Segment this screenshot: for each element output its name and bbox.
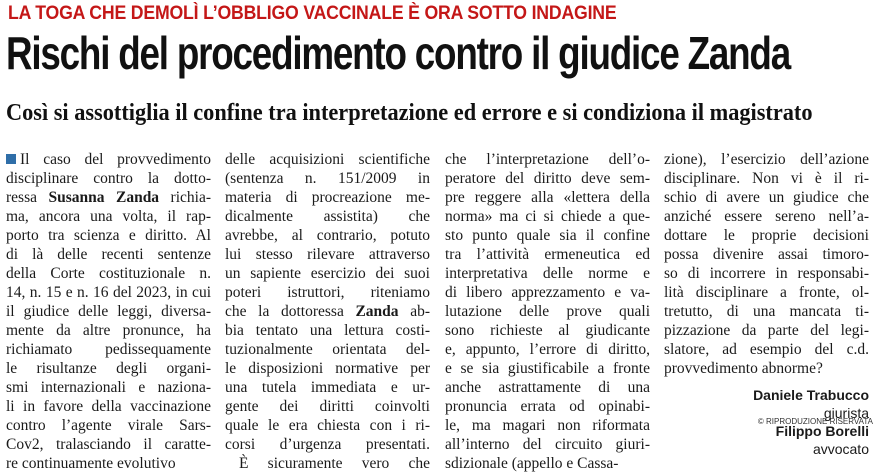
author-name: Filippo Borelli [775, 423, 869, 439]
signature-2 [776, 422, 869, 458]
text-line: È sicuramente vero che [239, 455, 430, 472]
text-line: che la dottoressa Zanda ab- [225, 303, 430, 320]
subheadline: Così si assottiglia il confine tra interpretazione ed errore e si condiziona il magistrato [6, 100, 813, 126]
text-line: quale le era chiesta con i ri- [225, 417, 430, 434]
text-line: poteri istruttori, riteniamo [225, 284, 430, 301]
text-line: norma» ma ci si chiede a que- [445, 208, 650, 225]
text-line: tretutto, di una mancata ti- [664, 303, 869, 320]
text-line: un sapiente esercizio dei suoi [225, 265, 430, 282]
text-line: gente dei diritti coinvolti [225, 398, 430, 415]
text-line: e se sia giustificabile a fronte [445, 360, 650, 377]
text-line: so di incorrere in responsabi- [664, 265, 869, 282]
text-line: lui stesso rilevare attraverso [225, 246, 430, 263]
text-line: e, appunto, l’errore di diritto, [445, 341, 650, 358]
kicker: LA TOGA CHE DEMOLÌ L’OBBLIGO VACCINALE È ORA SOTTO INDAGINE [8, 3, 617, 24]
text-line: che l’interpretazione dell’o- [445, 151, 650, 168]
text-line: disciplinare. Non vi è il ri- [664, 170, 869, 187]
article-body [6, 150, 870, 472]
text-line: pizzazione da parte del legi- [664, 322, 869, 339]
author-role: avvocato [812, 441, 869, 457]
column-2 [225, 150, 430, 473]
text-line: smi internazionali e naziona- [6, 379, 211, 396]
text-line: il giudice delle leggi, diversa- [6, 303, 211, 320]
text-line: slatore, ad esempio del c.d. [664, 341, 869, 358]
author-role: giurista [823, 405, 869, 421]
text-line: zione), l’esercizio dell’azione [664, 151, 869, 168]
text-line: 14, n. 15 e n. 16 del 2023, in cui [6, 284, 211, 301]
text-line: materia di procreazione me- [225, 189, 430, 206]
text-line: le, ma magari non riformata [445, 417, 650, 434]
text-line: tra l’attività ermeneutica ed [445, 246, 650, 263]
text-line: sdizionale (appello e Cassa- [445, 455, 619, 472]
text-line: dottare le proprie decisioni [664, 227, 869, 244]
text-line: disciplinare contro la dotto- [6, 170, 211, 187]
text-line: lità disciplinare a fronte, ol- [664, 284, 869, 301]
text-line: possa divenire assai timoro- [664, 246, 869, 263]
text-line: anche astrattamente di una [445, 379, 650, 396]
text-line: li in favore della vaccinazione [6, 398, 211, 415]
text-line: ressa Susanna Zanda richia- [6, 189, 211, 206]
text-line: peratore del diritto deve sem- [445, 170, 650, 187]
text-line: ma, ancora una volta, il rap- [6, 208, 211, 225]
text-line: le risultanze degli organi- [6, 360, 211, 377]
copyright-notice: © RIPRODUZIONE RISERVATA [757, 417, 873, 426]
text-line: sto punto quale sia il confine [445, 227, 650, 244]
text-line: le disposizioni normative per [225, 360, 430, 377]
text-line: all’interno del circuito giuri- [445, 436, 650, 453]
text-line: avrebbe, al contrario, potuto [225, 227, 430, 244]
text-line: dicalmente assistita) che [225, 208, 430, 225]
blue-square-icon [6, 154, 16, 164]
column-3 [445, 150, 650, 473]
text-line: schio di avere un giudice che [664, 189, 869, 206]
text-line: porto tra scienza e diritto. Al [6, 227, 211, 244]
text-line: interpretativa delle norme e [445, 265, 650, 282]
column-1 [6, 150, 211, 473]
author-name: Daniele Trabucco [753, 387, 869, 403]
text-line: pronuncia errata od opinabi- [445, 398, 650, 415]
text-line: contro l’agente virale Sars- [6, 417, 211, 434]
text-line: (sentenza n. 151/2009 in [225, 170, 430, 187]
text-line: delle acquisizioni scientifiche [225, 151, 430, 168]
text-line: di là delle recenti sentenze [6, 246, 211, 263]
text-line: mente da altre pronunce, ha [6, 322, 211, 339]
text-line: una tutela immediata e ur- [225, 379, 430, 396]
text-line: corsi d’urgenza presentati. [225, 436, 430, 453]
text-line: anziché essere sereno nell’a- [664, 208, 869, 225]
text-line: richiamato pedissequamente [6, 341, 211, 358]
text-line: bia tentato una lettura costi- [225, 322, 430, 339]
text-line: Cov2, tralasciando il caratte- [6, 436, 211, 453]
text-line: re continuamente evolutivo [6, 455, 176, 472]
text-line: lutazione delle prove quali [445, 303, 650, 320]
text-line: Il caso del provvedimento [6, 150, 211, 169]
text-line: provvedimento abnorme? [664, 360, 823, 377]
text-line: sono richieste al giudicante [445, 322, 650, 339]
text-line: pre reggere alla «lettera della [445, 189, 650, 206]
text-line: della Corte costituzionale n. [6, 265, 211, 282]
text-line: tuzionalmente orientata del- [225, 341, 430, 358]
text-line: di libero apprezzamento e va- [445, 284, 650, 301]
headline: Rischi del procedimento contro il giudice Zanda [6, 27, 790, 79]
